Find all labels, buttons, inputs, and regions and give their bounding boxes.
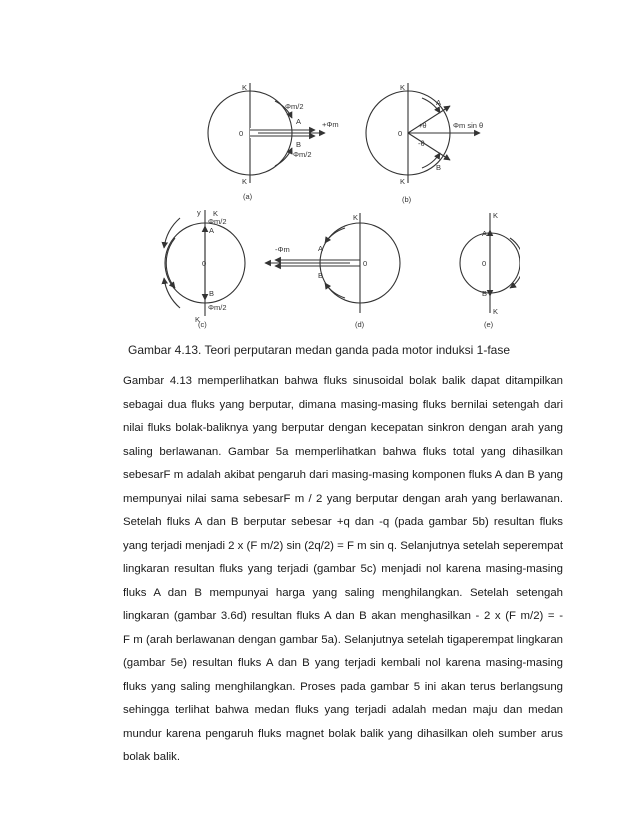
paragraph-line: Setelah fluks A dan B berputar sebesar +q dan -q (pada gambar 5b) resultan fluks	[123, 516, 563, 528]
panel-b-phi-sin: Φm sin θ	[453, 121, 484, 130]
panel-c-k-top: K	[213, 209, 219, 218]
panel-a-origin: 0	[239, 129, 244, 138]
panel-d-b: B	[318, 271, 324, 280]
panel-e-label: (e)	[484, 320, 494, 329]
paragraph-line: mempunyai nilai sama sebesarF m / 2 yang berputar dengan arah yang berlawanan.	[123, 492, 563, 505]
figure-rotating-field	[150, 78, 520, 340]
panel-a-b: B	[296, 140, 302, 149]
panel-b-k-top: K	[400, 83, 406, 92]
panel-c-y: y	[197, 208, 201, 217]
panel-b-plus-theta: +θ	[418, 121, 427, 130]
paragraph-line: yang terjadi menjadi 2 x (F m/2) sin (2q/2) = F m sin q. Selanjutnya setelah seperempat	[123, 539, 563, 552]
panel-a-k-bottom: K	[242, 177, 248, 186]
panel-e-origin: 0	[482, 259, 487, 268]
panel-c-phi-bottom: Φm/2	[208, 303, 227, 312]
panel-c-k-bottom: K	[195, 315, 201, 324]
panel-b-minus-theta: -θ	[418, 139, 425, 148]
panel-b-origin: 0	[398, 129, 403, 138]
panel-a	[208, 83, 325, 183]
panel-b-a: A	[436, 98, 442, 107]
paragraph-line: fluks A dan B mempunyai harga yang saling menghilangkan. Setelah setengah	[123, 586, 563, 599]
panel-b-label: (b)	[402, 195, 412, 204]
paragraph-line: mundur karena pengaruh fluks magnet bolak balik yang dihasilkan oleh sumber arus	[123, 727, 563, 740]
panel-c-label: (c)	[198, 320, 207, 329]
paragraph-line: sebesarF m adalah akibat pengaruh dari masing-masing komponen fluks A dan B yang	[123, 469, 563, 481]
panel-c-phi-top: Φm/2	[208, 217, 227, 226]
panel-b-k-bottom: K	[400, 177, 406, 186]
paragraph-line: F m (arah berlawanan dengan gambar 5a). Selanjutnya setelah tigaperempat lingkaran	[123, 633, 563, 646]
panel-d-a: A	[318, 244, 324, 253]
panel-d-k: K	[353, 213, 359, 222]
body-paragraph	[123, 370, 563, 770]
paragraph-line: bolak balik.	[123, 751, 180, 763]
paragraph-line: sebagai dua fluks yang berputar, dimana masing-masing fluks bernilai setengah dari	[123, 398, 563, 411]
panel-e-a: A	[482, 229, 488, 238]
panel-a-phi-half-bottom: Φm/2	[293, 150, 312, 159]
paragraph-line: saling berlawanan. Gambar 5a memperlihatkan bahwa fluks total yang dihasilkan	[123, 445, 563, 458]
panel-a-a: A	[296, 117, 302, 126]
panel-b	[366, 83, 480, 183]
panel-d	[265, 213, 400, 313]
paragraph-line: (gambar 5e) resultan fluks A dan B yang terjadi kembali nol karena masing-masing	[123, 657, 563, 669]
panel-b-labels	[398, 83, 483, 204]
figure-diagram	[150, 78, 520, 340]
panel-a-labels	[239, 83, 339, 201]
figure-caption: Gambar 4.13. Teori perputaran medan ganda pada motor induksi 1-fase	[127, 343, 510, 357]
paragraph-line: lingkaran resultan fluks yang terjadi (gambar 5c) menjadi nol karena masing-masing	[123, 563, 563, 575]
panel-e-b: B	[482, 289, 488, 298]
panel-a-phi: +Φm	[322, 120, 339, 129]
panel-b-b: B	[436, 163, 442, 172]
panel-e-k-top: K	[493, 211, 499, 220]
panel-c-origin: 0	[202, 259, 207, 268]
paragraph-line: lingkaran (gambar 3.6d) resultan fluks A dan B akan menghasilkan - 2 x (F m/2) = -	[123, 610, 563, 622]
panel-d-labels	[275, 213, 367, 329]
panel-e	[460, 213, 520, 313]
panel-c-a: A	[209, 226, 215, 235]
panel-d-minus-phi: -Φm	[275, 245, 290, 254]
panel-a-label: (a)	[243, 192, 253, 201]
panel-a-k-top: K	[242, 83, 248, 92]
paragraph-line: nilai fluks bolak-baliknya yang berputar dengan kecepatan sinkron dengan arah yang	[123, 422, 563, 434]
panel-c-b: B	[209, 289, 215, 298]
paragraph-line: fluks yang saling menghilangkan. Proses pada gambar 5 ini akan terus berlangsung	[123, 680, 563, 693]
panel-a-phi-half-top: Φm/2	[285, 102, 304, 111]
panel-d-label: (d)	[355, 320, 365, 329]
panel-e-k-bottom: K	[493, 307, 499, 316]
panel-d-origin: 0	[363, 259, 368, 268]
paragraph-line: Gambar 4.13 memperlihatkan bahwa fluks sinusoidal bolak balik dapat ditampilkan	[123, 375, 563, 387]
paragraph-line: sehingga terlihat bahwa medan fluks yang terjadi adalah medan maju dan medan	[123, 704, 563, 716]
